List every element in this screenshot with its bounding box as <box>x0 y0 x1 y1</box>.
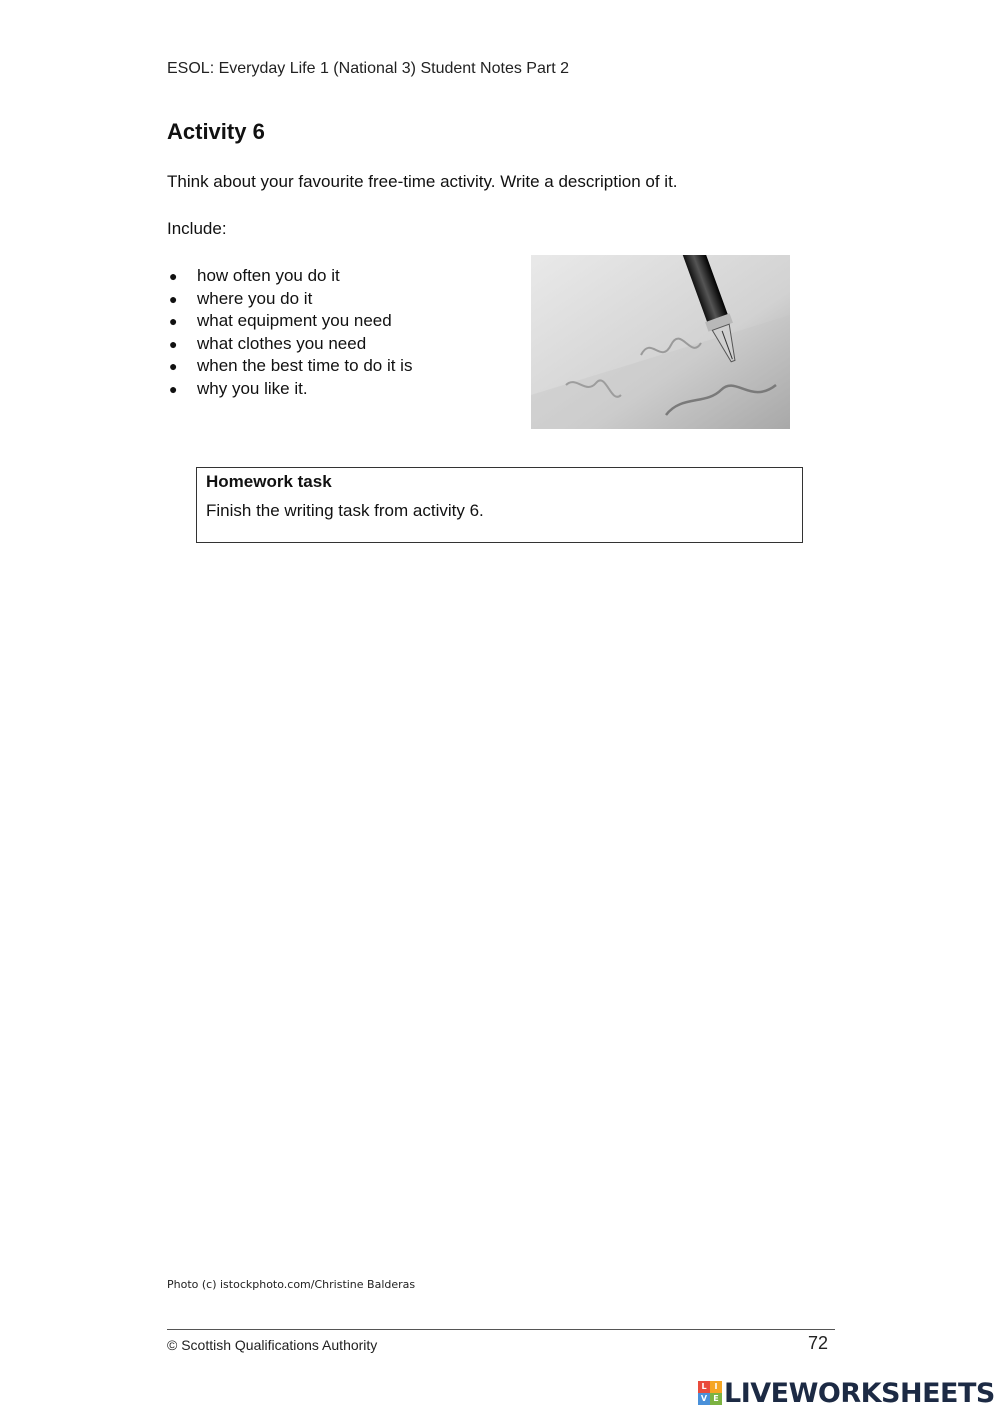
bullet-icon: ● <box>169 335 178 352</box>
brand-name: LIVEWORKSHEETS <box>724 1377 995 1409</box>
fountain-pen-photo <box>531 255 790 429</box>
liveworksheets-brand <box>698 1378 995 1408</box>
list-item-text: when the best time to do it is <box>197 356 413 376</box>
list-item-text: where you do it <box>197 288 313 308</box>
logo-letter: V <box>698 1393 710 1405</box>
logo-letter: I <box>710 1381 722 1393</box>
list-item-text: how often you do it <box>197 266 340 285</box>
activity-instructions: Think about your favourite free-time activity. Write a description of it. <box>167 172 678 191</box>
page-number: 72 <box>808 1333 829 1353</box>
homework-text: Finish the writing task from activity 6. <box>206 501 484 520</box>
list-item-text: what clothes you need <box>197 333 367 353</box>
logo-letter: L <box>698 1381 710 1393</box>
photo-credit: Photo (c) istockphoto.com/Christine Balderas <box>167 1278 416 1291</box>
bullet-icon: ● <box>169 290 178 307</box>
include-list <box>167 265 412 401</box>
list-item-text: what equipment you need <box>197 311 392 331</box>
footer-copyright: © Scottish Qualifications Authority <box>167 1337 378 1353</box>
list-item <box>167 378 412 401</box>
list-item <box>167 265 412 288</box>
list-item <box>167 288 412 311</box>
document-header: ESOL: Everyday Life 1 (National 3) Student Notes Part 2 <box>167 60 569 77</box>
homework-box <box>196 467 803 543</box>
list-item <box>167 310 412 333</box>
include-label: Include: <box>167 219 227 238</box>
list-item-text: why you like it. <box>197 378 308 398</box>
bullet-icon: ● <box>169 380 178 397</box>
list-item <box>167 333 412 356</box>
bullet-icon: ● <box>169 313 178 330</box>
homework-title: Homework task <box>206 472 332 491</box>
bullet-icon: ● <box>169 268 178 284</box>
bullet-icon: ● <box>169 358 178 375</box>
fountain-pen-icon <box>531 255 790 429</box>
logo-letter: E <box>710 1393 722 1405</box>
list-item <box>167 355 412 378</box>
liveworksheets-logo-icon <box>698 1381 722 1405</box>
activity-title: Activity 6 <box>167 119 265 144</box>
footer-divider <box>167 1329 835 1330</box>
